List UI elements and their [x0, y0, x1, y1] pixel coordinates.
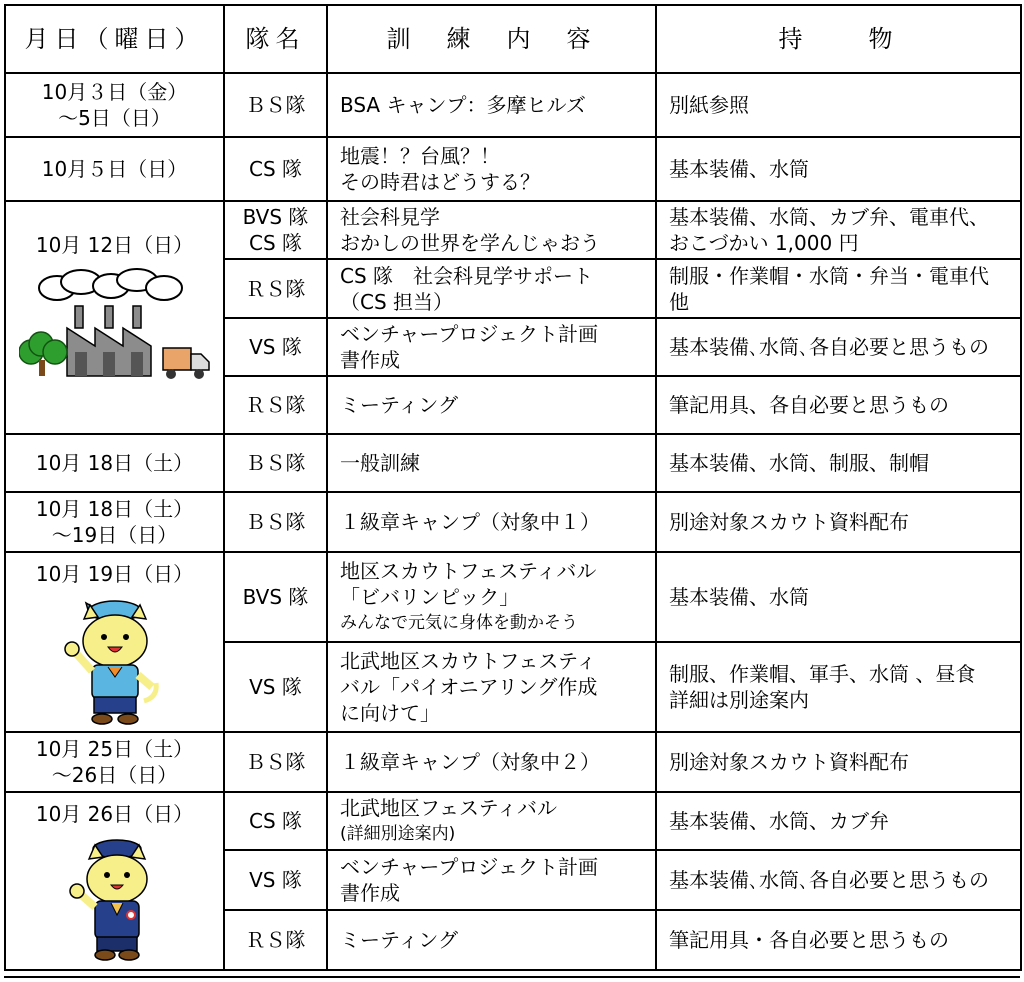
page-bottom-rule: [4, 976, 1020, 978]
items-cell: [656, 732, 1021, 792]
troop-cell: VS 隊: [224, 642, 327, 732]
cat-mascot-icon: [60, 597, 170, 731]
content-line: １級章キャンプ（対象中１）: [340, 510, 600, 534]
troop-cell: CS 隊: [224, 137, 327, 201]
header-date: 月日（曜日）: [5, 5, 224, 73]
content-cell: [327, 910, 656, 970]
content-line: 書作成: [340, 348, 400, 372]
header-content: 訓 練 内 容: [327, 5, 656, 73]
items-cell: [656, 434, 1021, 492]
items-cell: [656, 318, 1021, 376]
date-line: ～26日（日）: [51, 763, 178, 787]
content-cell: [327, 792, 656, 850]
date-line: 10月 19日（日）: [35, 562, 194, 586]
troop-cell: VS 隊: [224, 318, 327, 376]
date-line: ～5日（日）: [58, 106, 171, 130]
items-cell: [656, 792, 1021, 850]
date-line: ～19日（日）: [51, 523, 178, 547]
content-cell: [327, 73, 656, 137]
date-cell: [5, 201, 224, 434]
content-line: 一般訓練: [340, 451, 420, 475]
troop-cell: ＢＳ隊: [224, 492, 327, 552]
date-cell: [5, 492, 224, 552]
items-cell: [656, 73, 1021, 137]
content-cell: [327, 552, 656, 642]
items-line: 筆記用具、各自必要と思うもの: [669, 393, 949, 417]
content-cell: [327, 732, 656, 792]
items-cell: [656, 137, 1021, 201]
items-line: 基本装備、水筒: [669, 157, 809, 181]
items-line: 制服・作業帽・水筒・弁当・電車代: [669, 263, 989, 288]
troop-line: CS 隊: [248, 231, 303, 255]
items-line: 別紙参照: [669, 93, 749, 117]
items-line: 基本装備、水筒: [669, 585, 809, 609]
date-line: 10月３日（金）: [41, 80, 188, 104]
content-line: バル「パイオニアリング作成: [340, 675, 598, 699]
items-line: 基本装備、水筒、制服、制帽: [669, 451, 929, 475]
items-cell: [656, 376, 1021, 434]
content-line: BSA キャンプ：多摩ヒルズ: [340, 93, 586, 117]
table-row: [5, 492, 1021, 552]
items-line: 基本装備、水筒、カブ弁: [669, 809, 889, 833]
content-line: おかしの世界を学んじゃおう: [340, 231, 600, 255]
content-line: その時君はどうする？: [340, 170, 540, 194]
table-row: [5, 201, 1021, 259]
content-line: ミーティング: [340, 393, 458, 417]
content-line: CS 隊 社会科見学サポート: [340, 263, 594, 288]
content-line: ベンチャープロジェクト計画: [340, 322, 598, 346]
troop-cell: VS 隊: [224, 850, 327, 910]
content-line: 北武地区フェスティバル: [340, 796, 557, 820]
troop-cell: BVS 隊: [224, 552, 327, 642]
content-line: みんなで元気に身体を動かそう: [340, 613, 578, 633]
items-line: 基本装備､水筒､各自必要と思うもの: [669, 868, 989, 892]
content-line: ベンチャープロジェクト計画: [340, 855, 598, 879]
troop-cell: [224, 201, 327, 259]
items-cell: [656, 850, 1021, 910]
items-cell: [656, 910, 1021, 970]
items-cell: [656, 492, 1021, 552]
items-line: おこづかい 1,000 円: [669, 231, 859, 255]
content-cell: [327, 259, 656, 318]
content-line: 地区スカウトフェスティバル: [340, 559, 597, 583]
header-items: 持 物: [656, 5, 1021, 73]
date-line: 10月 18日（土）: [35, 451, 194, 475]
date-cell: [5, 434, 224, 492]
troop-cell: ＢＳ隊: [224, 732, 327, 792]
items-line: 別途対象スカウト資料配布: [669, 510, 909, 534]
content-cell: [327, 137, 656, 201]
content-line: 「ビバリンピック」: [340, 585, 520, 609]
troop-line: BVS 隊: [242, 205, 309, 229]
schedule-table: [4, 4, 1022, 971]
table-row: [5, 137, 1021, 201]
content-cell: [327, 850, 656, 910]
content-line: （CS 担当）: [340, 289, 454, 314]
content-line: １級章キャンプ（対象中２）: [340, 750, 600, 774]
items-line: 制服、作業帽、軍手、水筒 、昼食: [669, 662, 976, 686]
content-line: 地震！？台風？！: [340, 144, 500, 168]
content-cell: [327, 201, 656, 259]
items-cell: [656, 642, 1021, 732]
date-line: 10月 26日（日）: [35, 802, 194, 826]
troop-cell: CS 隊: [224, 792, 327, 850]
date-line: 10月 18日（土）: [35, 497, 194, 521]
table-row: [5, 434, 1021, 492]
date-cell: [5, 792, 224, 970]
date-cell: [5, 137, 224, 201]
items-line: 他: [669, 289, 689, 314]
table-row: [5, 792, 1021, 850]
date-line: 10月 12日（日）: [35, 233, 194, 257]
items-line: 基本装備､水筒､各自必要と思うもの: [669, 335, 989, 359]
table-row: [5, 73, 1021, 137]
factory-icon: [19, 268, 211, 386]
content-line: (詳細別途案内): [340, 824, 456, 844]
table-row: [5, 732, 1021, 792]
date-line: 10月５日（日）: [41, 157, 188, 181]
content-line: に向けて」: [340, 701, 440, 725]
content-cell: [327, 642, 656, 732]
items-cell: [656, 201, 1021, 259]
troop-cell: ＲＳ隊: [224, 376, 327, 434]
content-line: 北武地区スカウトフェスティ: [340, 649, 597, 673]
troop-cell: ＲＳ隊: [224, 259, 327, 318]
header-row: [5, 5, 1021, 73]
troop-cell: ＢＳ隊: [224, 434, 327, 492]
items-line: 基本装備、水筒、カブ弁、電車代、: [669, 205, 989, 229]
content-line: 社会科見学: [340, 205, 440, 229]
date-line: 10月 25日（土）: [35, 737, 194, 761]
header-troop: 隊名: [224, 5, 327, 73]
date-cell: [5, 552, 224, 732]
troop-cell: ＲＳ隊: [224, 910, 327, 970]
content-line: ミーティング: [340, 928, 458, 952]
content-cell: [327, 376, 656, 434]
date-cell: [5, 73, 224, 137]
content-cell: [327, 434, 656, 492]
items-line: 筆記用具・各自必要と思うもの: [669, 928, 949, 952]
items-line: 別途対象スカウト資料配布: [669, 750, 909, 774]
items-cell: [656, 552, 1021, 642]
table-row: [5, 552, 1021, 642]
date-cell: [5, 732, 224, 792]
content-cell: [327, 318, 656, 376]
items-cell: [656, 259, 1021, 318]
items-line: 詳細は別途案内: [669, 688, 809, 712]
content-cell: [327, 492, 656, 552]
cat-mascot-uniform-icon: [67, 837, 163, 963]
content-line: 書作成: [340, 881, 400, 905]
troop-cell: ＢＳ隊: [224, 73, 327, 137]
